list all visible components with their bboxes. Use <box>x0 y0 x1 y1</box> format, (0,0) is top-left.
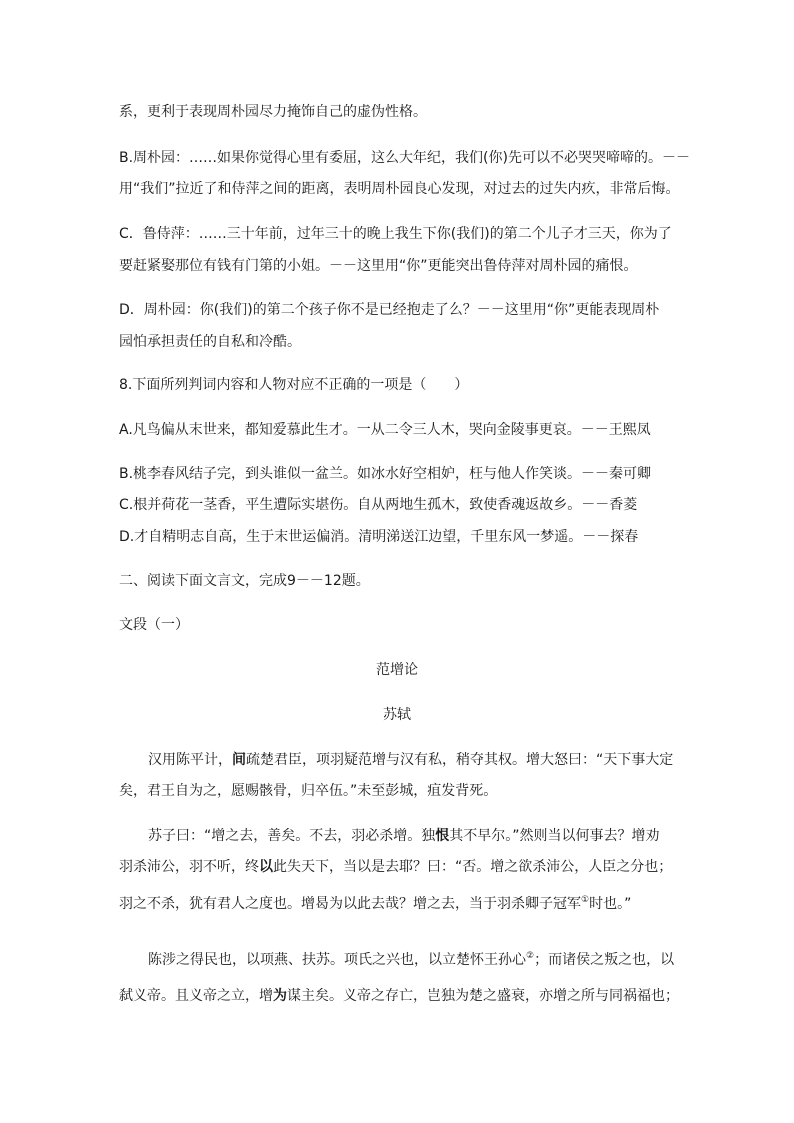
question-8-option-c: C.根并荷花一茎香，平生遭际实堪伤。自从两地生孤木，致使香魂返故乡。－－香菱 <box>119 497 638 513</box>
option-c-line-2: 要赶紧娶那位有钱有门第的小姐。－－这里用“你”更能突出鲁侍萍对周朴园的痛恨。 <box>119 258 638 274</box>
paragraph-2-line-3 <box>119 894 631 914</box>
text-span: 谋主矣。义帝之存亡，岂独为楚之盛衰，亦增之所与同祸福也； <box>287 988 679 1004</box>
text-span: 弑义帝。且义帝之立，增 <box>119 988 273 1004</box>
text-span: 疏楚君臣，项羽疑范增与汉有私，稍夺其权。增大怒曰：“天下事大定 <box>246 752 674 768</box>
paragraph-2-line-1 <box>148 826 660 846</box>
paragraph-3-line-2 <box>119 986 679 1006</box>
text-span: 其不早尔。”然则当以何事去？增劝 <box>449 828 660 844</box>
bold-word: 恨 <box>435 828 450 844</box>
question-8-option-b: B.桃李春风结子完，到头谁似一盆兰。如冰水好空相妒，枉与他人作笑谈。－－秦可卿 <box>119 466 652 482</box>
passage-author: 苏轼 <box>383 707 411 723</box>
bold-word: 以 <box>259 859 273 875</box>
paragraph-3-line-1 <box>148 950 674 970</box>
bold-word: 为 <box>273 988 287 1004</box>
option-d-line-1: D．周朴园：你(我们)的第二个孩子你不是已经抱走了么？－－这里用“你”更能表现周朴 <box>119 302 660 318</box>
text-span: 羽杀沛公，羽不听，终 <box>119 859 259 875</box>
passage-title: 范增论 <box>376 662 418 678</box>
text-line: 系，更利于表现周朴园尽力掩饰自己的虚伪性格。 <box>119 104 427 120</box>
text-span: ；而诸侯之叛之也，以 <box>534 952 675 968</box>
passage-label: 文段（一） <box>119 617 189 633</box>
text-span: 时也。” <box>589 896 632 912</box>
bold-word: 间 <box>232 752 246 768</box>
footnote-marker: ② <box>526 951 535 961</box>
question-8-option-d: D.才自精明志自高，生于末世运偏消。清明涕送江边望，千里东风一梦遥。－－探春 <box>119 529 639 545</box>
text-span: 此失天下，当以是去耶？曰：“否。增之欲杀沛公，人臣之分也； <box>273 859 673 875</box>
question-8-option-a: A.凡鸟偏从末世来，都知爱慕此生才。一从二令三人木，哭向金陵事更哀。－－王熙凤 <box>119 422 651 438</box>
footnote-marker: ① <box>581 895 590 905</box>
section-2-heading: 二、阅读下面文言文，完成9－－12题。 <box>119 573 370 589</box>
paragraph-2-line-2 <box>119 857 672 877</box>
text-span: 汉用陈平计， <box>148 752 232 768</box>
option-b-line-2: 用“我们”拉近了和侍萍之间的距离，表明周朴园良心发现，对过去的过失内疚，非常后悔。 <box>119 181 680 197</box>
option-b-line-1: B.周朴园：……如果你觉得心里有委屈，这么大年纪，我们(你)先可以不必哭哭啼啼的。－－ <box>119 150 690 166</box>
question-8: 8.下面所列判词内容和人物对应不正确的一项是（ ） <box>119 377 469 393</box>
text-span: 陈涉之得民也，以项燕、扶苏。项氏之兴也，以立楚怀王孙心 <box>148 952 526 968</box>
paragraph-1-line-2: 矣，君王自为之，愿赐骸骨，归卒伍。”未至彭城，疽发背死。 <box>119 783 498 799</box>
paragraph-1-line-1 <box>148 750 673 770</box>
text-span: 羽之不杀，犹有君人之度也。增曷为以此去哉？增之去，当于羽杀卿子冠军 <box>119 896 581 912</box>
text-span: 苏子曰：“增之去，善矣。不去，羽必杀增。独 <box>148 828 436 844</box>
option-c-line-1: C．鲁侍萍：……三十年前，过年三十的晚上我生下你(我们)的第二个儿子才三天，你为了 <box>119 226 672 242</box>
option-d-line-2: 园怕承担责任的自私和冷酷。 <box>119 334 301 350</box>
